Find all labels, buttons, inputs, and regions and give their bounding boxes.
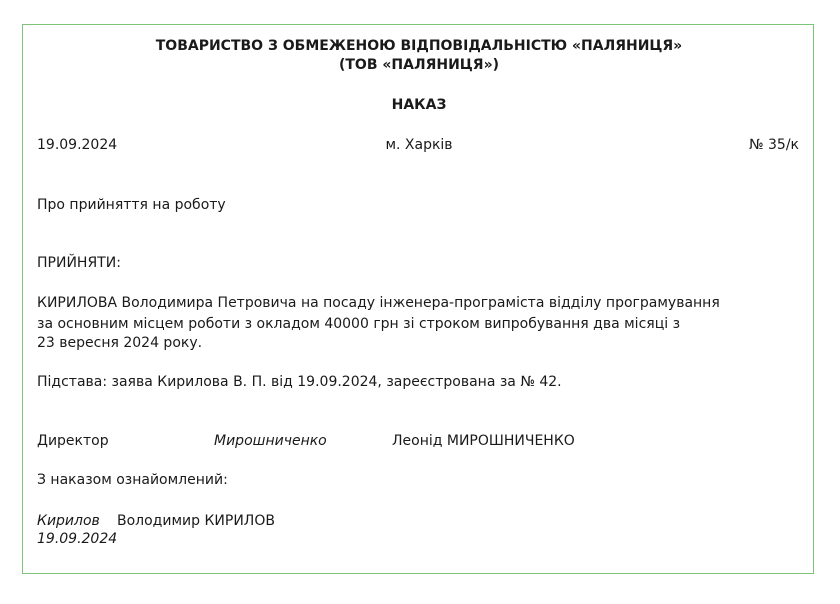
acknowledgement-date: 19.09.2024	[37, 531, 118, 547]
order-body-line-2: за основним місцем роботи з окладом 40000 грн зі строком випробування два місяці з	[37, 316, 681, 332]
doc-title: НАКАЗ	[391, 97, 447, 113]
signer-position: Директор	[37, 433, 109, 449]
acknowledgement-label: З наказом ознайомлений:	[37, 472, 228, 488]
order-body-line-3: 23 вересня 2024 року.	[37, 335, 203, 351]
order-body-line-1: КИРИЛОВА Володимира Петровича на посаду інженера-програміста відділу програмування	[37, 295, 720, 311]
order-number: № 35/к	[749, 137, 799, 153]
order-date: 19.09.2024	[37, 137, 118, 153]
order-city: м. Харків	[385, 137, 453, 153]
signer-name: Леонід МИРОШНИЧЕНКО	[392, 433, 575, 449]
employee-signature: Кирилов	[37, 513, 100, 529]
org-short-name: (ТОВ «ПАЛЯНИЦЯ»)	[338, 57, 500, 73]
org-name: ТОВАРИСТВО З ОБМЕЖЕНОЮ ВІДПОВІДАЛЬНІСТЮ «ПАЛЯНИЦЯ»	[155, 38, 683, 54]
director-signature: Мирошниченко	[214, 433, 327, 449]
order-verb: ПРИЙНЯТИ:	[37, 255, 121, 271]
order-basis: Підстава: заява Кирилова В. П. від 19.09.2024, зареєстрована за № 42.	[37, 374, 562, 390]
document-frame	[22, 24, 814, 574]
employee-name: Володимир КИРИЛОВ	[117, 513, 275, 529]
order-subject: Про прийняття на роботу	[37, 197, 226, 213]
